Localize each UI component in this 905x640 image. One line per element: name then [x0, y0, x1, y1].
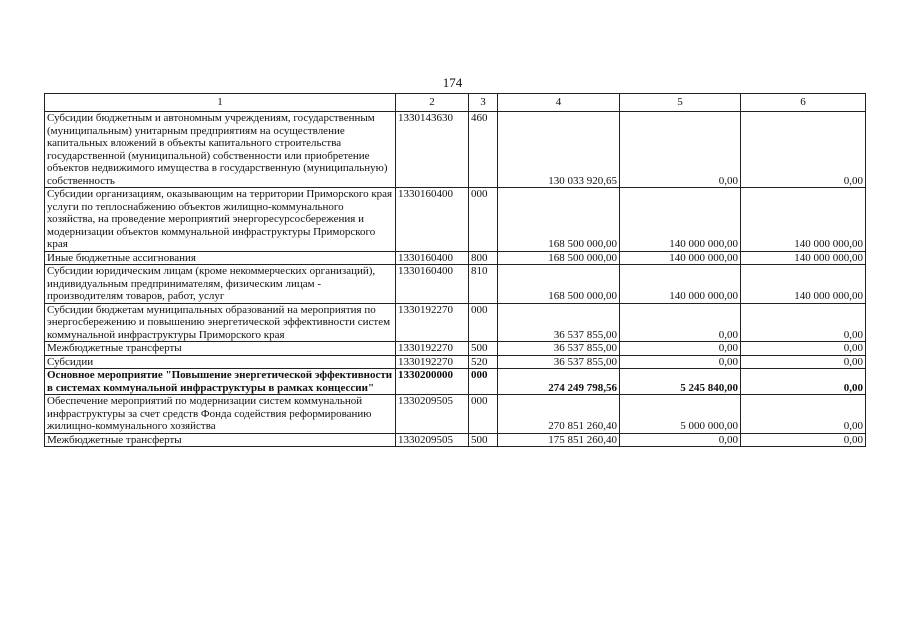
- target-code: 1330143630: [396, 112, 469, 188]
- amount-col4: 130 033 920,65: [498, 112, 620, 188]
- amount-col4: 175 851 260,40: [498, 433, 620, 447]
- expense-name: Субсидии бюджетным и автономным учреждениям, государственным (муниципальным) унитарным предприятиям на осуществление капитальных вложений в объекты капитального строительства государственной (муниципальной) собственности или приобретение объектов недвижимого имущества в государственную (муниципальную) собственность: [45, 112, 396, 188]
- column-header: 5: [620, 94, 741, 112]
- column-header: 3: [469, 94, 498, 112]
- amount-col5: 0,00: [620, 342, 741, 356]
- amount-col6: 0,00: [741, 395, 866, 434]
- target-code: 1330160400: [396, 251, 469, 265]
- expense-kind: 500: [469, 342, 498, 356]
- table-row: [45, 188, 866, 252]
- table-row: [45, 395, 866, 434]
- amount-col5: 0,00: [620, 303, 741, 342]
- amount-col5: 0,00: [620, 112, 741, 188]
- expense-name: Обеспечение мероприятий по модернизации систем коммунальной инфраструктуры за счет средств Фонда содействия реформированию жилищно-коммунального хозяйства: [45, 395, 396, 434]
- amount-col5: 140 000 000,00: [620, 265, 741, 304]
- expense-name: Межбюджетные трансферты: [45, 342, 396, 356]
- expense-name: Субсидии юридическим лицам (кроме некоммерческих организаций), индивидуальным предпринимателям, физическим лицам - производителям товаров, работ, услуг: [45, 265, 396, 304]
- expense-kind: 000: [469, 188, 498, 252]
- amount-col5: 5 245 840,00: [620, 369, 741, 395]
- target-code: 1330200000: [396, 369, 469, 395]
- expense-kind: 500: [469, 433, 498, 447]
- target-code: 1330192270: [396, 303, 469, 342]
- expense-name: Иные бюджетные ассигнования: [45, 251, 396, 265]
- expense-name: Субсидии организациям, оказывающим на территории Приморского края услуги по теплоснабжению объектов жилищно-коммунального хозяйства, на проведение мероприятий энергоресурсосбережения и модернизации объектов коммунальной инфраструктуры Приморского края: [45, 188, 396, 252]
- target-code: 1330160400: [396, 188, 469, 252]
- amount-col6: 0,00: [741, 433, 866, 447]
- table-row: [45, 112, 866, 188]
- amount-col4: 270 851 260,40: [498, 395, 620, 434]
- target-code: 1330192270: [396, 355, 469, 369]
- amount-col5: 140 000 000,00: [620, 188, 741, 252]
- target-code: 1330209505: [396, 395, 469, 434]
- table-row: [45, 433, 866, 447]
- expense-kind: 000: [469, 369, 498, 395]
- amount-col4: 36 537 855,00: [498, 303, 620, 342]
- amount-col4: 168 500 000,00: [498, 251, 620, 265]
- column-header: 1: [45, 94, 396, 112]
- amount-col6: 0,00: [741, 369, 866, 395]
- target-code: 1330192270: [396, 342, 469, 356]
- expense-name: Основное мероприятие "Повышение энергетической эффективности в системах коммунальной инфраструктуры в рамках концессии": [45, 369, 396, 395]
- amount-col6: 140 000 000,00: [741, 251, 866, 265]
- expense-kind: 800: [469, 251, 498, 265]
- expense-kind: 000: [469, 303, 498, 342]
- amount-col6: 0,00: [741, 303, 866, 342]
- amount-col5: 0,00: [620, 355, 741, 369]
- column-header: 2: [396, 94, 469, 112]
- target-code: 1330209505: [396, 433, 469, 447]
- column-header: 4: [498, 94, 620, 112]
- amount-col6: 0,00: [741, 342, 866, 356]
- amount-col6: 140 000 000,00: [741, 265, 866, 304]
- table-row-main-activity: [45, 369, 866, 395]
- amount-col6: 0,00: [741, 112, 866, 188]
- amount-col4: 274 249 798,56: [498, 369, 620, 395]
- amount-col6: 140 000 000,00: [741, 188, 866, 252]
- amount-col5: 140 000 000,00: [620, 251, 741, 265]
- amount-col5: 5 000 000,00: [620, 395, 741, 434]
- amount-col5: 0,00: [620, 433, 741, 447]
- expense-name: Субсидии бюджетам муниципальных образований на мероприятия по энергосбережению и повышению энергетической эффективности систем коммунальной инфраструктуры Приморского края: [45, 303, 396, 342]
- header-row: [45, 94, 866, 112]
- amount-col6: 0,00: [741, 355, 866, 369]
- column-header: 6: [741, 94, 866, 112]
- expense-name: Субсидии: [45, 355, 396, 369]
- amount-col4: 168 500 000,00: [498, 188, 620, 252]
- target-code: 1330160400: [396, 265, 469, 304]
- amount-col4: 168 500 000,00: [498, 265, 620, 304]
- expense-kind: 520: [469, 355, 498, 369]
- expense-kind: 810: [469, 265, 498, 304]
- page-number: 174: [442, 75, 463, 90]
- expense-kind: 460: [469, 112, 498, 188]
- table-row: [45, 355, 866, 369]
- expense-kind: 000: [469, 395, 498, 434]
- amount-col4: 36 537 855,00: [498, 355, 620, 369]
- amount-col4: 36 537 855,00: [498, 342, 620, 356]
- table-row: [45, 265, 866, 304]
- budget-table: [44, 93, 866, 447]
- expense-name: Межбюджетные трансферты: [45, 433, 396, 447]
- table-row: [45, 342, 866, 356]
- table-row: [45, 251, 866, 265]
- table-row: [45, 303, 866, 342]
